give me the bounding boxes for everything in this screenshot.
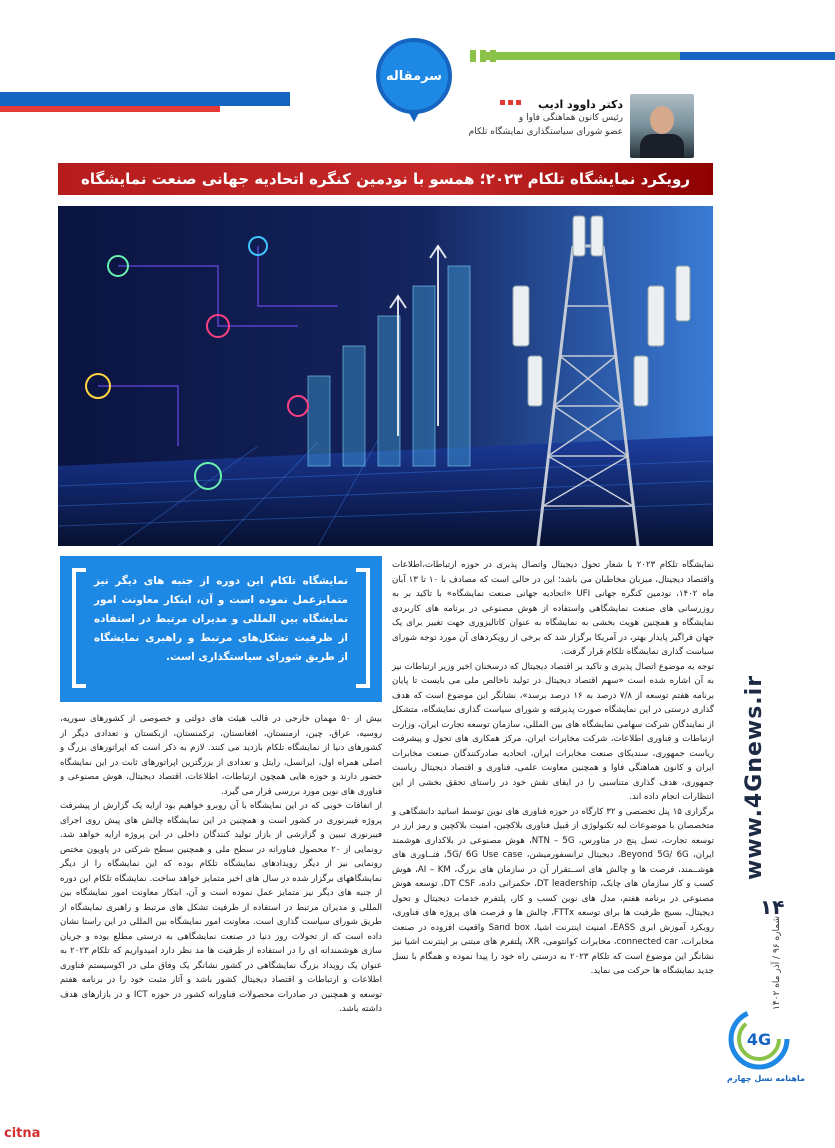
- author-name: دکتر داوود ادیب: [538, 98, 623, 111]
- quote-bracket-left: [72, 568, 86, 688]
- header-stripe-dots: [470, 50, 496, 62]
- header-stripe-blue-right: [680, 52, 835, 60]
- author-photo: [630, 94, 694, 158]
- author-face: [650, 106, 674, 134]
- header-stripe-green: [480, 52, 680, 60]
- body-column-left: [60, 712, 382, 1017]
- header-stripe-blue: [0, 92, 290, 106]
- author-block: [423, 98, 623, 139]
- article-title-bar: [58, 163, 713, 195]
- paragraph: نمایشگاه تلکام ۲۰۲۳ با شعار تحول دیجیتال واتصال پذیری در حوزه ارتباطات،اطلاعات واقتصاد دیجیتال، میزبان مخاطبان می باشد؛ این در حالی است که مصادف با ۱۰ تا ۱۳ آبان ماه ۱۴۰۲، نودمین کنگره جهانی UFI «اتحادیه جهانی صنعت نمایشگاه» با تاکید بر به روزرسانی های صنعت نمایشگاهی واستفاده از هوش مصنوعی در برنامه های کاربردی نمایشگاه و همچنین هویت بخشی به نمایشگاه به عنوان کاتالیزوری جهت تغییر برای یک جهان فراگیر پایدار بهتر، در آمریکا برگزار شد که برخی از رویکردهای آن مورد توجه شورای سیاست گذاری نمایشگاه تلکام قرار گرفت.: [392, 560, 714, 657]
- svg-text:4G: 4G: [746, 1030, 772, 1049]
- author-role-2: عضو شورای سیاستگذاری نمایشگاه تلکام: [468, 127, 623, 137]
- pull-quote: [60, 556, 382, 702]
- paragraph: از اتفاقات خوبی که در این نمایشگاه با آن روبرو خواهیم بود ارایه یک گزارش از پیشرفت پروژه فیبرنوری در کشور است و همچنین در این نمایشگاه چالش های پیش روی اجرای فیبرنوری تبیین و گزارشی از بازار تولید کنندگان داخلی در این پروژه ارایه خواهد شد. رونمایی از ۲۰ محصول فناورانه در سطح ملی و همچنین سطح شرکتی در پاویون مختص رونمایی نیز از دیگر رویدادهای نمایشگاه تلکام بوده که این نمایشگاه را از دیگر نمایشگاههای برگزار شده در سال های اخیر متمایز خواهد ساخت. نمایشگاه تلکام این دوره از جنبه های دیگر نیز متمایز عمل نموده است و آن، ابتکار معاونت امور نمایشگاه بین المللی و مدیران مرتبط در استفاده از ظرفیت تشکل های مرتبط و راهبری نمایشگاه از طریق شورای سیاست گذاری است. معاونت امور نمایشگاه بین المللی در این راستا نشان داده است که از تحولات روز دنیا در صنعت نمایشگاهی به درستی مطلع بوده و جریان سازی هوشمندانه ای را در استفاده از ظرفیت ها مد نظر دارد امیدواریم که تلکام ۲۰۲۳ به عنوان یک رویداد بزرگ نمایشگاهی در کشور نشانگر یک وفاق ملی در اکوسیستم فناوری اطلاعات و ارتباطات و اقتصاد دیجیتال کشور باشد و آثار مثبت خود را در برنامه هفتم توسعه و همچنین در صادرات محصولات فناورانه کشور در حوزه ICT و در بازارهای هدف داشته باشد.: [60, 801, 382, 1014]
- author-suit: [640, 134, 684, 158]
- page-number: ۱۴: [760, 895, 785, 919]
- website-url: www.4Gnews.ir: [742, 674, 767, 880]
- paragraph: بیش از ۵۰ مهمان خارجی در قالب هیئت های دولتی و خصوصی از کشورهای سوریه، روسیه، عراق، چین، ارمنستان، افغانستان، ترکمنستان، ازبکستان و تعدادی دیگر از کشورهای دنیا از نمایشگاه تلکام بازدید می کنند. لازم به ذکر است که اپراتورهای بزرگ و اصلی همراه اول، ایرانسل، رایتل و تعدادی از بزرگترین اپراتورهای ثابت در این نمایشگاه حضور دارند و حوزه هایی همچون ارتباطات، اطلاعات، اقتصاد دیجیتال، هوش مصنوعی و فناوری های نوین مورد بررسی قرار می گیرد.: [60, 714, 382, 797]
- paragraph: برگزاری ۱۵ پنل تخصصی و ۳۲ کارگاه در حوزه فناوری های نوین توسط اساتید دانشگاهی و متخصصان با موضوعات لبه تکنولوژی از قبیل فناوری بلاکچین، امنیت بلاکچین و رمز ارز در توسعه تجارت، نسل پنج در متاورس، NTN – 5G، هوش مصنوعی در بلاکداری هوشمند ایران، Beyond 5G/ 6G، دیجیتال ترانسفورمیشن، 5G/ 6G Use case، فنــاوری های هوشــمند، فرصت ها و چالش های اســتقرار آن در سازمان های بزرگ، AI – KM، هوش کسب و کار سازمان های چابک، DT leadership، حکمرانی داده، DT CSF، توسعه هوش مصنوعی در برنامه هفتم، مدل های نوین کسب و کار، پلتفرم خدمات دیجیتال و تحول دیجیتال، بسیج ظرفیت ها برای توسعه FTTx، چالش ها و فرصت های پروژه های فناوری، رویکرد آموزش ابری EASS، امنیت اینترنت اشیا، Sand box واقعیت افزوده در صنعت مخابرات، connected car، مخابرات کوانتومی، XR، پلتفرم های مبتنی بر اینترنت اشیا نیز نشانگر این موضوع است که تلکام ۲۰۲۳ به درستی راه خود را پیدا نموده و همگام با نسل جدید نمایشگاه ها حرکت می نماید.: [392, 806, 715, 976]
- quote-bracket-right: [356, 568, 370, 688]
- pull-quote-text: نمایشگاه تلکام این دوره از جنبه های دیگر نیز متمایزعمل نموده است و آن، ابتکار معاونت امور نمایشگاه بین المللی و مدیران مرتبط در استفاده از ظرفیت تشکل‌های مرتبط و راهبری نمایشگاه از طریق شورای سیاستگذاری است.: [94, 575, 348, 663]
- magazine-logo-icon: [726, 1006, 792, 1072]
- author-role-1: رئیس کانون هماهنگی فاوا و: [518, 113, 623, 123]
- telecom-tower-illustration: [58, 206, 713, 546]
- body-column-right: [392, 558, 714, 979]
- footer-brand-logo: citna: [4, 1126, 41, 1141]
- magazine-name: ماهنامه نسل چهارم: [727, 1074, 805, 1083]
- hero-image: [58, 206, 713, 546]
- paragraph: توجه به موضوع اتصال پذیری و تاکید بر اقتصاد دیجیتال که درسخنان اخیر وزیر ارتباطات نیز به آن اشاره شده است «سهم اقتصاد دیجیتال در تولید ناخالص ملی می بایست تا پایان برنامه هفتم توسعه از ۷/۸ درصد به ۱۶ درصد برسد»، نشانگر این موضوع است که هدف گذاری درستی در این نمایشگاه صورت پذیرفته و شورای سیاست گذاری نمایشگاه، متشکل از نمایندگان شرکت سهامی نمایشگاه های بین المللی، سازمان توسعه تجارت ایران، وزارت ارتباطات و فناوری اطلاعات، شرکت مخابرات ایران، مرکز همکاری های تحول و پیشرفت ریاست جمهوری، سندیکای صنعت مخابرات ایران، اتحادیه صادرکنندگان صنعت مخابرات ایران و کانون هماهنگی فاوا و همچنین معاونت علمی، فناوری و اقتصاد دیجیتال ریاست جمهوری، هدف گذاری متناسبی را در ایفای نقش خود در راستای تحقق بخشی از این انتظارات انجام داده اند.: [392, 661, 715, 802]
- issue-info: شماره ۹۶ / آذر ماه ۱۴۰۲: [772, 915, 782, 1010]
- section-label: سرمقاله: [386, 68, 442, 84]
- header-stripe-red: [0, 106, 220, 112]
- article-title: رویکرد نمایشگاه تلکام ۲۰۲۳؛ همسو با نودمین کنگره اتحادیه جهانی صنعت نمایشگاه: [81, 170, 690, 188]
